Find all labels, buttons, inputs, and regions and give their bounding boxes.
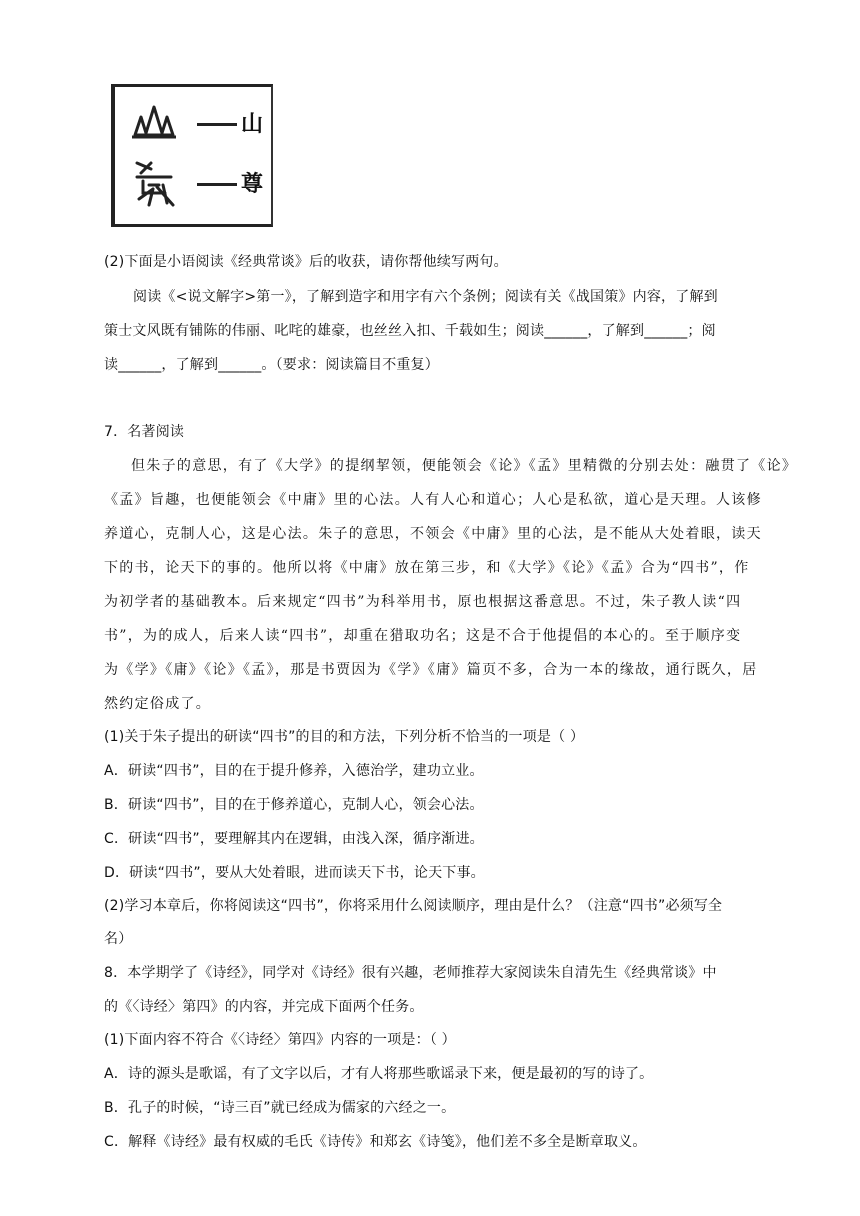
q7-passage-line: 为《学》《庸》《论》《孟》，那是书贾因为《学》《庸》篇页不多，合为一本的缘故，通行既久，居 xyxy=(104,662,758,678)
q6-sub2-paragraph-line: 策士文风既有铺陈的伟丽、叱咤的雄豪，也丝丝入扣、千载如生；阅读______，了解到______；阅 xyxy=(104,323,716,339)
q7-sub2-prompt-cont: 名） xyxy=(104,931,133,947)
q8-intro: 8．本学期学了《诗经》，同学对《诗经》很有兴趣，老师推荐大家阅读朱自清先生《经典常谈》中 xyxy=(104,965,717,981)
figure-dash xyxy=(197,123,237,126)
q6-sub2-paragraph-line: 读______，了解到______。（要求：阅读篇目不重复） xyxy=(104,357,439,373)
q7-passage-line: 但朱子的意思，有了《大学》的提纲挈领，便能领会《论》《孟》里精微的分别去处：融贯了《论》 xyxy=(131,458,798,474)
figure-dash xyxy=(197,183,237,186)
q7-passage-line: 书”，为的成人，后来人读“四书”，却重在猎取功名；这是不合于他提倡的本心的。至于顺序变 xyxy=(104,628,742,644)
q8-option-b: B．孔子的时候，“诗三百”就已经成为儒家的六经之一。 xyxy=(104,1100,456,1116)
q7-option-a: A．研读“四书”，目的在于提升修养，入德治学，建功立业。 xyxy=(104,763,484,779)
q7-option-c: C．研读“四书”，要理解其内在逻辑，由浅入深，循序渐进。 xyxy=(104,831,484,847)
q7-passage-line: 为初学者的基础教本。后来规定“四书”为科举用书，原也根据这番意思。不过，朱子教人读“四 xyxy=(104,594,742,610)
figure-row-respect xyxy=(115,159,271,209)
q8-intro-cont: 的《〈诗经〉第四》的内容，并完成下面两个任务。 xyxy=(104,999,424,1015)
figure-row-mountain xyxy=(115,99,271,149)
q7-passage-line: 然约定俗成了。 xyxy=(104,696,212,712)
q7-passage-line: 养道心，克制人心，这是心法。朱子的意思，不领会《中庸》里的心法，是不能从大处着眼，读天 xyxy=(104,526,762,542)
q7-option-b: B．研读“四书”，目的在于修养道心，克制人心，领会心法。 xyxy=(104,797,484,813)
q7-sub2-prompt: (2)学习本章后，你将阅读这“四书”，你将采用什么阅读顺序，理由是什么？（注意“四书”必须写全 xyxy=(104,898,723,914)
q7-passage-line: 《孟》旨趣，也便能领会《中庸》里的心法。人有人心和道心；人心是私欲，道心是天理。人该修 xyxy=(104,492,762,508)
q6-sub2-prompt: (2)下面是小语阅读《经典常谈》后的收获，请你帮他续写两句。 xyxy=(104,254,508,270)
character-evolution-figure xyxy=(111,84,273,227)
q7-title: 7．名著阅读 xyxy=(104,424,185,440)
q8-sub1-prompt: (1)下面内容不符合《〈诗经〉第四》内容的一项是：（ ） xyxy=(104,1032,456,1048)
modern-char-mountain: 山 xyxy=(241,112,264,137)
q7-passage-line: 下的书，论天下的事的。他所以将《中庸》放在第三步，和《大学》《论》《孟》合为“四书”，作 xyxy=(104,560,750,576)
q8-option-c: C．解释《诗经》最有权威的毛氏《诗传》和郑玄《诗笺》，他们差不多全是断章取义。 xyxy=(104,1134,647,1150)
modern-char-respect: 尊 xyxy=(241,172,264,197)
ancient-mountain-glyph xyxy=(129,99,179,149)
q6-sub2-paragraph-line: 阅读《<说文解字>第一》，了解到造字和用字有六个条例；阅读有关《战国策》内容，了解到 xyxy=(133,289,718,305)
ancient-respect-glyph xyxy=(129,159,179,209)
q7-option-d: D．研读“四书”，要从大处着眼，进而读天下书，论天下事。 xyxy=(104,865,485,881)
q7-sub1-prompt: (1)关于朱子提出的研读“四书”的目的和方法，下列分析不恰当的一项是（ ） xyxy=(104,729,585,745)
q8-option-a: A．诗的源头是歌谣，有了文字以后，才有人将那些歌谣录下来，便是最初的写的诗了。 xyxy=(104,1066,654,1082)
